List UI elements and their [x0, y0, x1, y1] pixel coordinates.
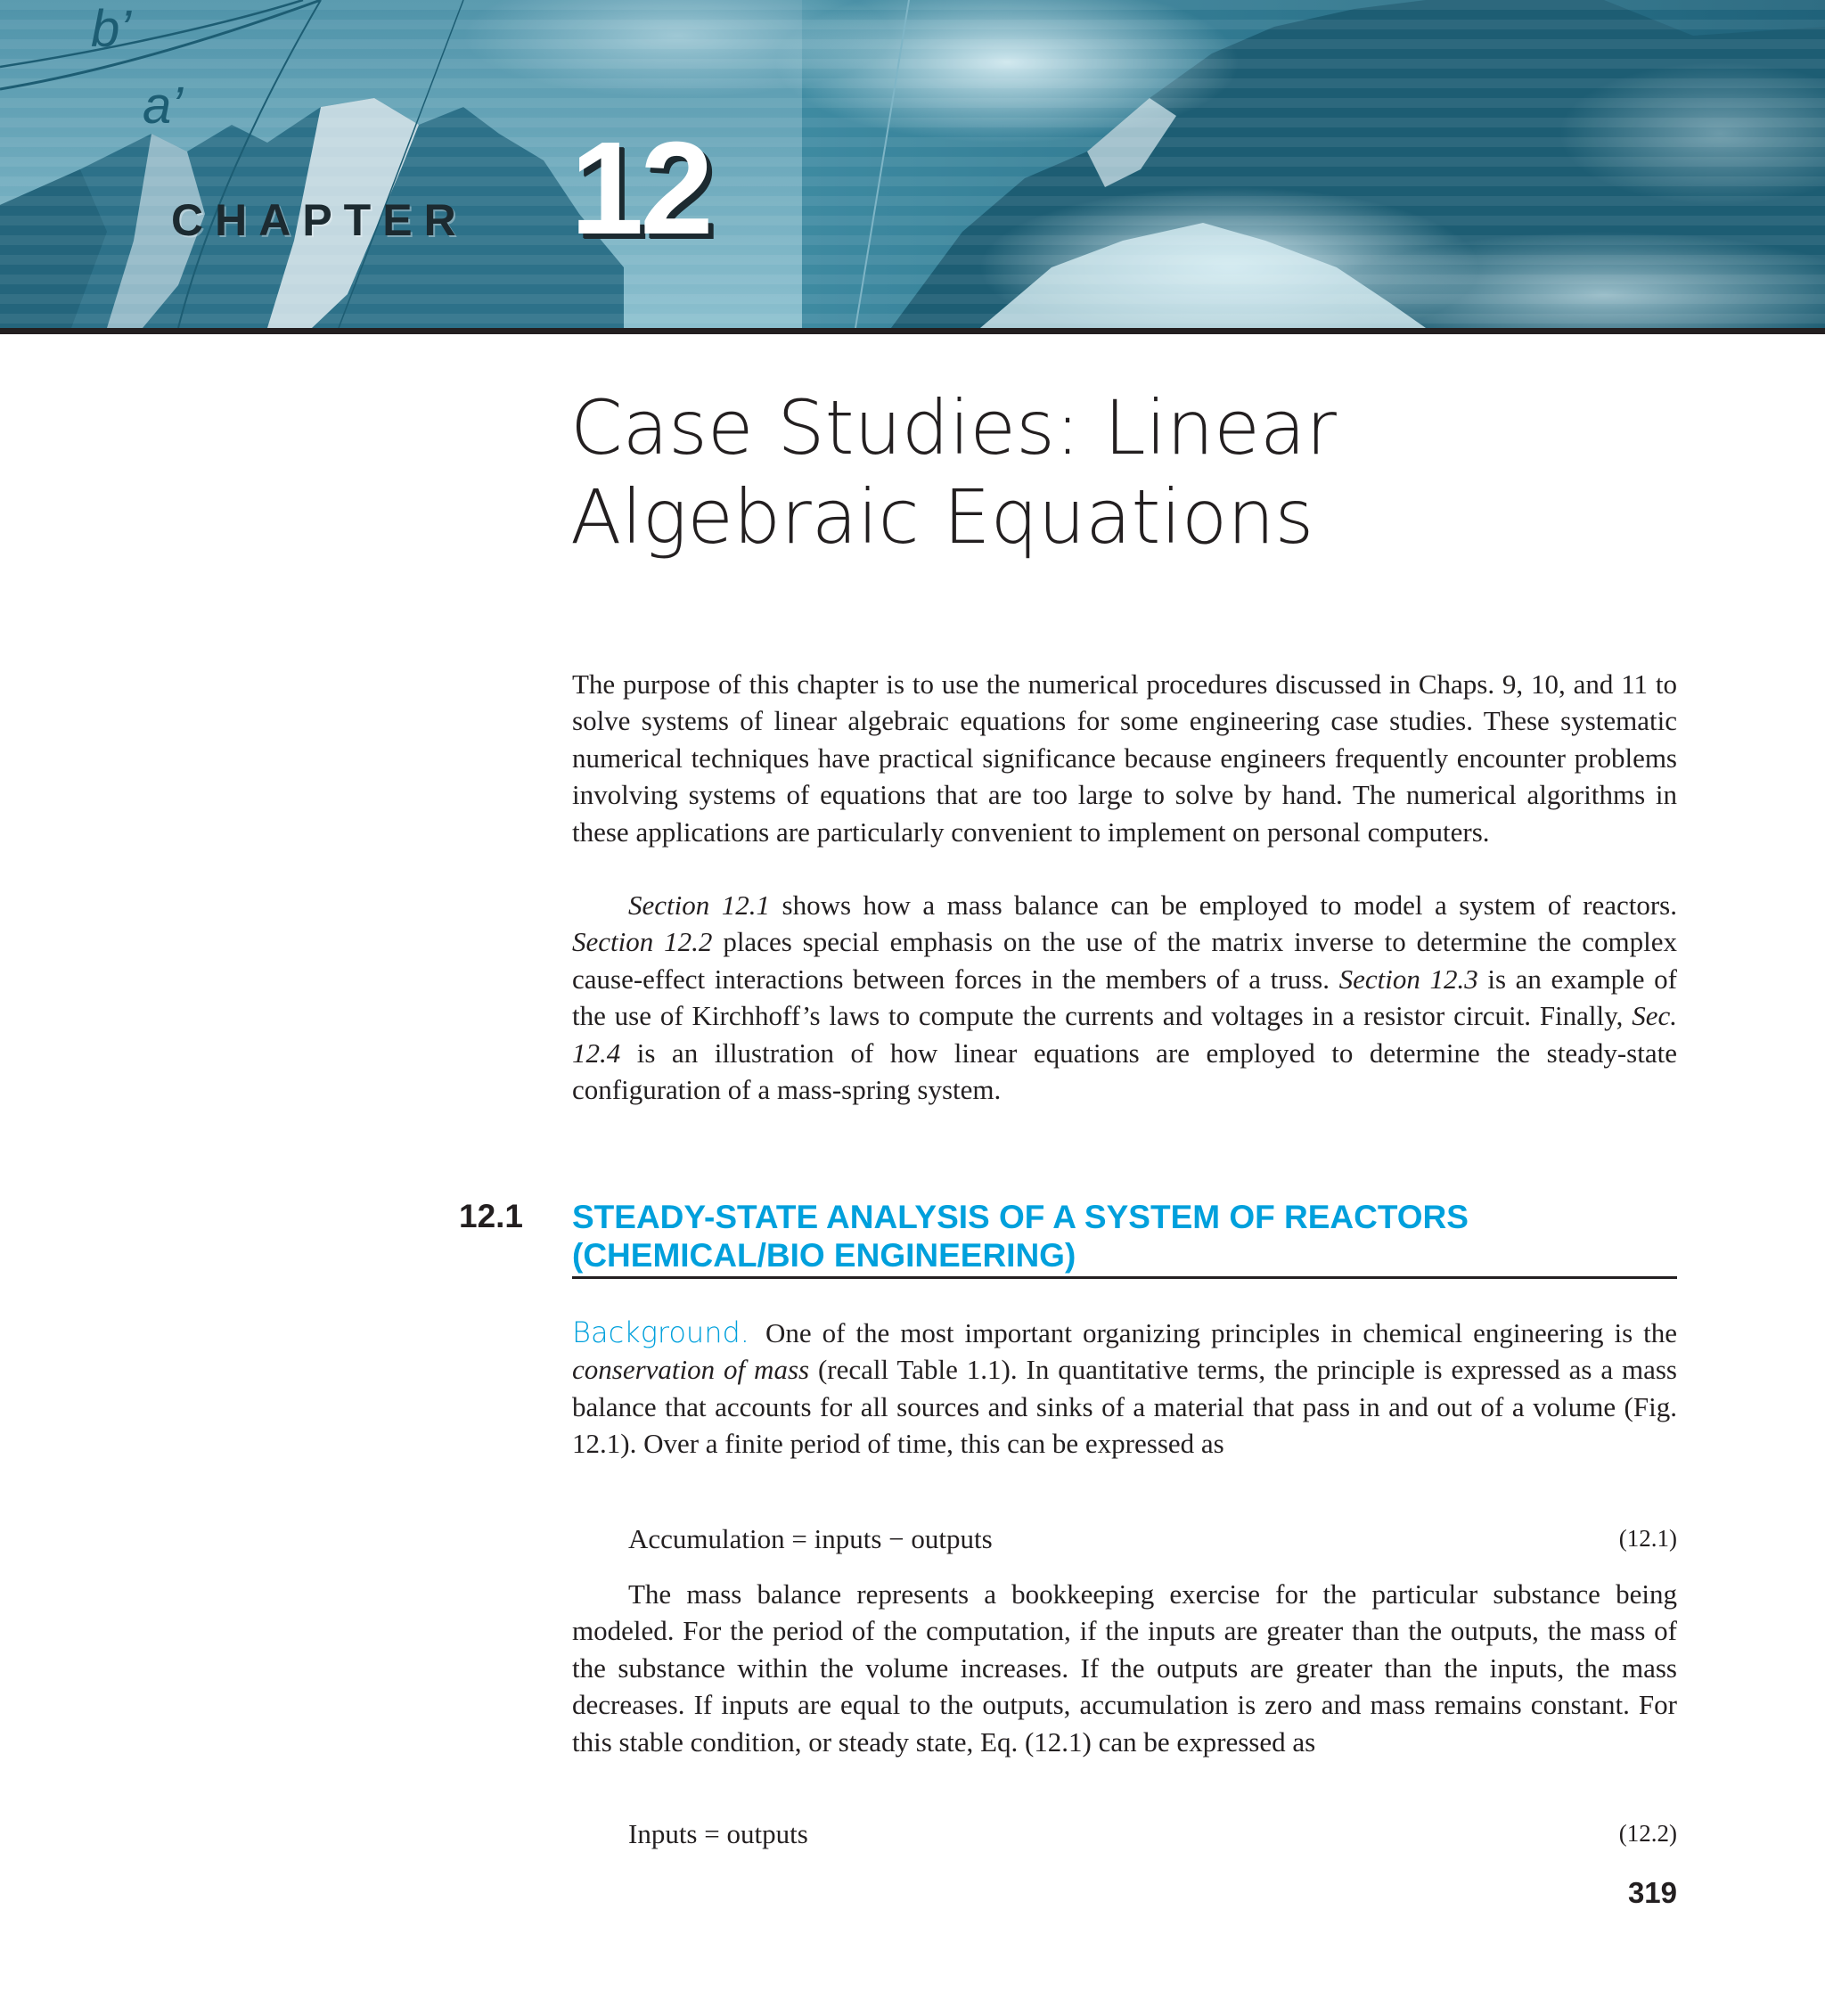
- label-a: a’: [143, 77, 184, 135]
- title-line-1: Case Studies: Linear: [570, 384, 1337, 471]
- intro-text-4: is an illustration of how linear equations are employed to determine the steady-state configuration of a mass-spring system.: [572, 1037, 1677, 1106]
- section-title: [572, 1198, 1677, 1274]
- section-rule: [572, 1276, 1677, 1279]
- intro-text-2: places special emphasis on the use of the matrix inverse to determine the complex cause-effect interactions between forces in the members of a truss.: [572, 926, 1677, 995]
- section-ref-12-1: Section 12.1: [628, 889, 770, 921]
- mass-balance-paragraph: The mass balance represents a bookkeeping exercise for the particular substance being modeled. For the period of the computation, if the inputs are greater than the outputs, the mass of the substance within the volume increases. If the outputs are greater than the inputs, the mass decreases. If inputs are equal to the outputs, accumulation is zero and mass remains constant. For this stable condition, or steady state, Eq. (12.1) can be expressed as: [572, 1578, 1677, 1758]
- page-number: 319: [1627, 1876, 1677, 1909]
- chapter-title: [570, 383, 1684, 561]
- intro-text-3: is an example of the use of Kirchhoff’s laws to compute the currents and voltages in a resistor circuit. Finally,: [572, 963, 1678, 1032]
- title-line-2: Algebraic Equations: [570, 473, 1314, 561]
- background-text-b: (recall Table 1.1). In quantitative terms, the principle is expressed as a mass balance that accounts for all sources and sinks of a material that pass in and out of a volume (Fig. 12.1). Over a finite period of time, this can be expressed as: [572, 1354, 1677, 1460]
- intro-text-1: shows how a mass balance can be employed to model a system of reactors.: [770, 889, 1677, 921]
- banner-artwork: [0, 0, 1825, 328]
- label-b: b’: [91, 0, 132, 58]
- equation-12-2-text: Inputs = outputs: [628, 1818, 808, 1849]
- chapter-banner: [0, 0, 1825, 328]
- section-ref-12-4: Sec. 12.4: [572, 1000, 1677, 1069]
- conservation-term: conservation of mass: [572, 1354, 810, 1386]
- equation-12-1-number: (12.1): [1618, 1525, 1677, 1552]
- section-number: 12.1: [459, 1198, 524, 1234]
- equation-12-2-number: (12.2): [1618, 1820, 1677, 1847]
- equation-12-1-text: Accumulation = inputs − outputs: [628, 1523, 993, 1554]
- background-text-a: One of the most important organizing principles in chemical engineering is the: [765, 1317, 1677, 1348]
- chapter-label: CHAPTER: [171, 195, 468, 245]
- background-label: Background.: [572, 1315, 749, 1349]
- section-ref-12-3: Section 12.3: [1338, 963, 1478, 995]
- intro-paragraph-2: [572, 887, 1677, 1108]
- section-title-line-1: STEADY-STATE ANALYSIS OF A SYSTEM OF REACTORS: [572, 1199, 1469, 1235]
- chapter-number: 12: [570, 115, 710, 262]
- intro-paragraph-1: The purpose of this chapter is to use the numerical procedures discussed in Chaps. 9, 10, and 11 to solve systems of linear algebraic equations for some engineering case studies. These systematic numerical techniques have practical significance because engineers frequently encounter problems involving systems of equations that are too large to solve by hand. The numerical algorithms in these applications are particularly convenient to implement on personal computers.: [572, 668, 1677, 848]
- banner-rule: [0, 328, 1825, 334]
- section-ref-12-2: Section 12.2: [572, 926, 713, 958]
- section-title-line-2: (CHEMICAL/BIO ENGINEERING): [572, 1237, 1076, 1274]
- background-paragraph: [572, 1315, 1677, 1463]
